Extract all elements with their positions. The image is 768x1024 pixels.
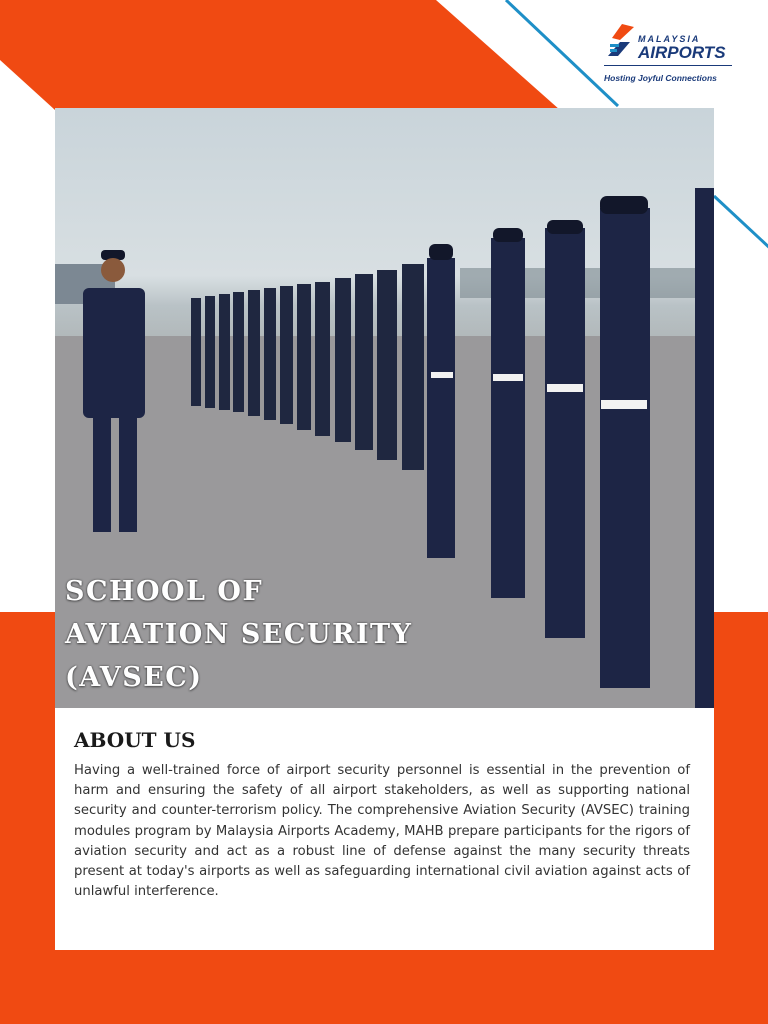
hero-title-line-2: AVIATION SECURITY	[65, 619, 413, 650]
about-card	[55, 708, 714, 950]
airplane-tail-icon	[608, 24, 636, 58]
logo-divider	[604, 65, 732, 66]
brand-name-main: AIRPORTS	[638, 43, 726, 62]
hero-title	[65, 570, 412, 699]
brand-tagline: Hosting Joyful Connections	[604, 73, 717, 83]
hero-photo	[55, 108, 714, 708]
about-heading: ABOUT US	[74, 728, 196, 752]
hero-title-line-1: SCHOOL OF	[65, 576, 264, 607]
about-body-text: Having a well-trained force of airport security personnel is essential in the prevention of harm and ensuring the safety of all airport stakeholders, as well as supporting national security and counter-terrorism policy. The comprehensive Aviation Security (AVSEC) training modules program by Malaysia Airports Academy, MAHB prepare participants for the rigors of aviation security and act as a robust line of defense against the many security threats present at today's airports as well as safeguarding international civil aviation against acts of unlawful interference.	[74, 763, 690, 900]
brand-name-top: MALAYSIA	[638, 34, 701, 44]
hero-title-line-3: (AVSEC)	[65, 662, 203, 693]
malaysia-airports-logo	[600, 20, 740, 90]
